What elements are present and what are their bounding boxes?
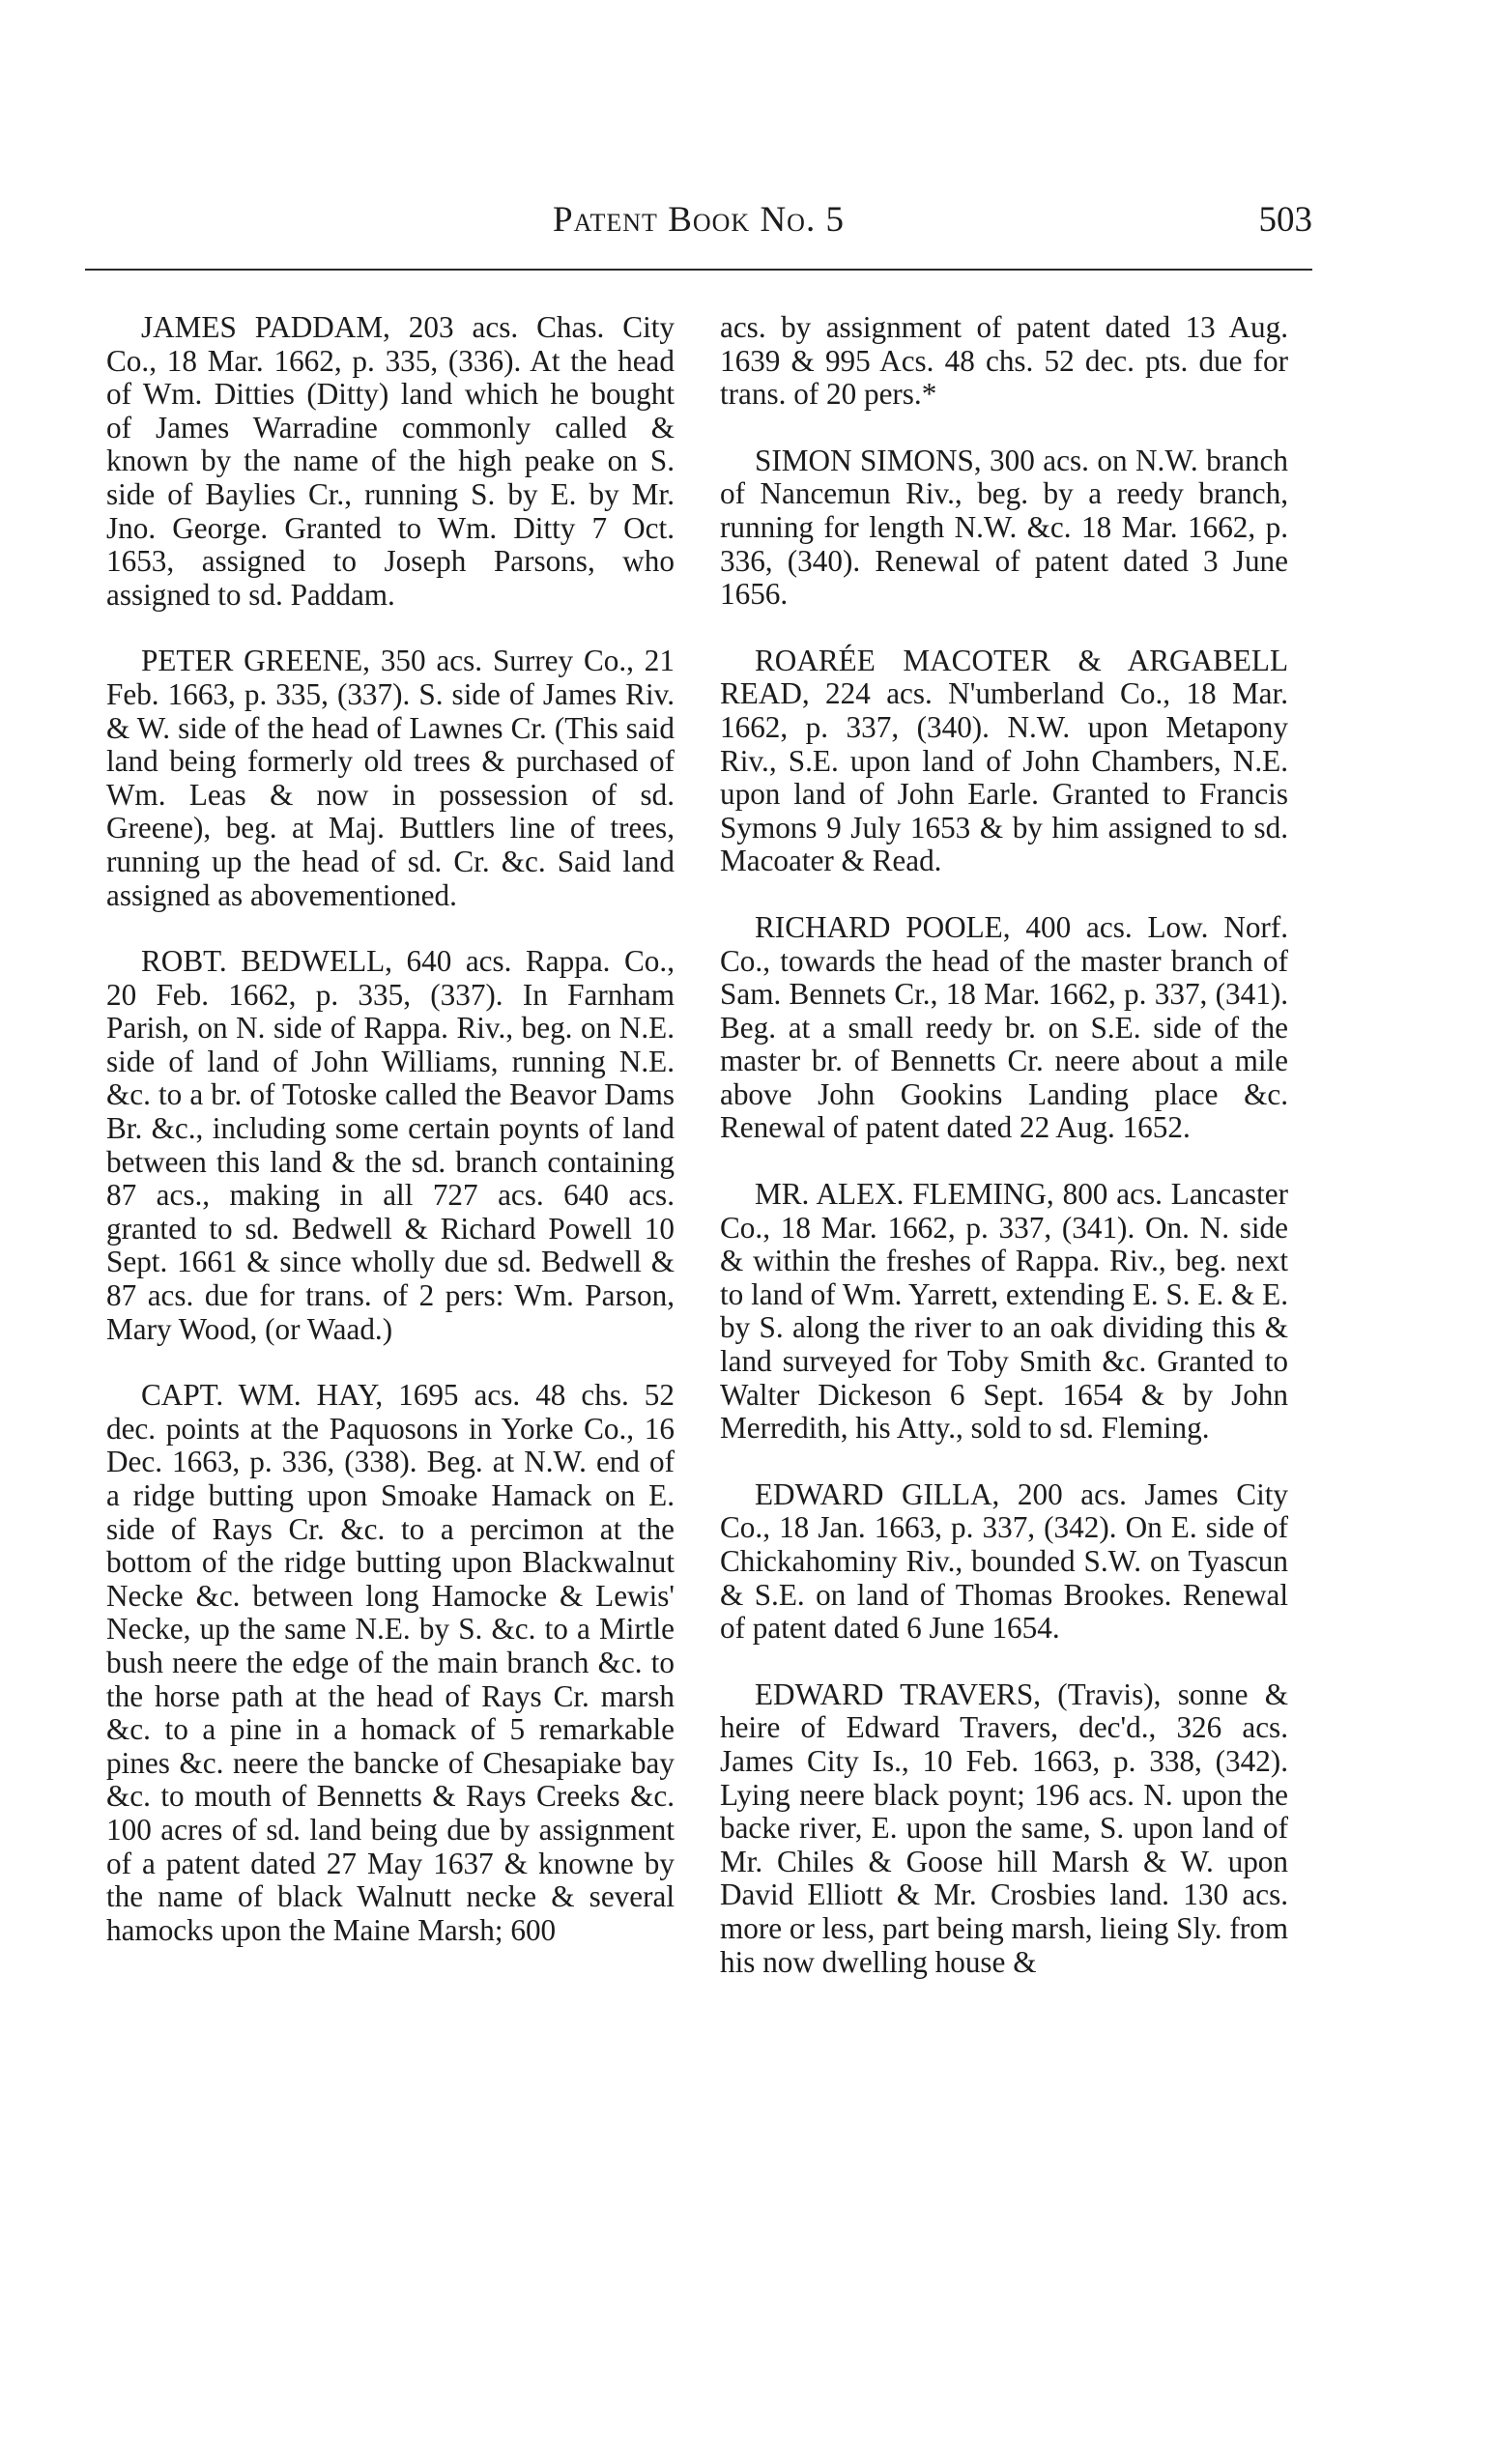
running-title: Patent Book No. 5: [553, 200, 845, 240]
patent-entry-hay-continued: acs. by assignment of patent dated 13 Aug. 1639 & 995 Acs. 48 chs. 52 dec. pts. due for trans. of 20 pers.*: [720, 310, 1288, 412]
patent-entry-paddam: JAMES PADDAM, 203 acs. Chas. City Co., 18 Mar. 1662, p. 335, (336). At the head of Wm. Ditties (Ditty) land which he bought of James Warradine commonly called & known by the name of the high peake on S. side of Baylies Cr., running S. by E. by Mr. Jno. George. Granted to Wm. Ditty 7 Oct. 1653, assigned to Joseph Parsons, who assigned to sd. Paddam.: [106, 310, 675, 612]
patent-entry-gilla: EDWARD GILLA, 200 acs. James City Co., 18 Jan. 1663, p. 337, (342). On E. side of Chickahominy Riv., bounded S.W. on Tyascun & S.E. on land of Thomas Brookes. Renewal of patent dated 6 June 1654.: [720, 1476, 1288, 1646]
left-column: [106, 311, 675, 1980]
page-number: 503: [1258, 200, 1312, 240]
right-column: [720, 311, 1288, 2012]
patent-entry-bedwell: ROBT. BEDWELL, 640 acs. Rappa. Co., 20 Feb. 1662, p. 335, (337). In Farnham Parish, on N. side of Rappa. Riv., beg. on N.E. side of land of John Williams, running N.E. &c. to a br. of Totoske called the Beavor Dams Br. &c., including some certain poynts of land between this land & the sd. branch containing 87 acs., making in all 727 acs. 640 acs. granted to sd. Bedwell & Richard Powell 10 Sept. 1661 & since wholly due sd. Bedwell & 87 acs. due for trans. of 2 pers: Wm. Parson, Mary Wood, (or Waad.): [106, 944, 675, 1346]
patent-entry-travers: EDWARD TRAVERS, (Travis), sonne & heire of Edward Travers, dec'd., 326 acs. James City Is., 10 Feb. 1663, p. 338, (342). Lying neere black poynt; 196 acs. N. upon the backe river, E. upon the same, S. upon land of Mr. Chiles & Goose hill Marsh & W. upon David Elliott & Mr. Crosbies land. 130 acs. more or less, part being marsh, lieing Sly. from his now dwelling house &: [720, 1676, 1288, 1979]
header-rule: [85, 269, 1312, 271]
patent-entry-greene: PETER GREENE, 350 acs. Surrey Co., 21 Feb. 1663, p. 335, (337). S. side of James Riv. & W. side of the head of Lawnes Cr. (This said land being formerly old trees & purchased of Wm. Leas & now in possession of sd. Greene), beg. at Maj. Buttlers line of trees, running up the head of sd. Cr. &c. Said land assigned as abovementioned.: [106, 644, 675, 912]
running-head: [85, 199, 1312, 257]
patent-entry-macoter-read: ROARÉE MACOTER & ARGABELL READ, 224 acs. N'umberland Co., 18 Mar. 1662, p. 337, (340). N.W. upon Metapony Riv., S.E. upon land of John Chambers, N.E. upon land of John Earle. Granted to Francis Symons 9 July 1653 & by him assigned to sd. Macoater & Read.: [720, 643, 1288, 878]
patent-entry-poole: RICHARD POOLE, 400 acs. Low. Norf. Co., towards the head of the master branch of Sam. Bennets Cr., 18 Mar. 1662, p. 337, (341). Beg. at a small reedy br. on S.E. side of the master br. of Bennetts Cr. neere about a mile above John Gookins Landing place &c. Renewal of patent dated 22 Aug. 1652.: [720, 909, 1288, 1145]
patent-entry-fleming: MR. ALEX. FLEMING, 800 acs. Lancaster Co., 18 Mar. 1662, p. 337, (341). On. N. side & within the freshes of Rappa. Riv., beg. next to land of Wm. Yarrett, extending E. S. E. & E. by S. along the river to an oak dividing this & land surveyed for Toby Smith &c. Granted to Walter Dickeson 6 Sept. 1654 & by John Merredith, his Atty., sold to sd. Fleming.: [720, 1177, 1288, 1446]
patent-entry-hay: CAPT. WM. HAY, 1695 acs. 48 chs. 52 dec. points at the Paquosons in Yorke Co., 16 Dec. 1663, p. 336, (338). Beg. at N.W. end of a ridge butting upon Smoake Hamack on E. side of Rays Cr. &c. to a percimon at the bottom of the ridge butting upon Blackwalnut Necke &c. between long Hamocke & Lewis' Necke, up the same N.E. by S. &c. to a Mirtle bush neere the edge of the main branch &c. to the horse path at the head of Rays Cr. marsh &c. to a pine in a homack of 5 remarkable pines &c. neere the bancke of Chesapiake bay &c. to mouth of Bennetts & Rays Creeks &c. 100 acres of sd. land being due by assignment of a patent dated 27 May 1637 & knowne by the name of black Walnutt necke & several hamocks upon the Maine Marsh; 600: [106, 1378, 675, 1947]
patent-entry-simons: SIMON SIMONS, 300 acs. on N.W. branch of Nancemun Riv., beg. by a reedy branch, running for length N.W. &c. 18 Mar. 1662, p. 336, (340). Renewal of patent dated 3 June 1656.: [720, 443, 1288, 612]
